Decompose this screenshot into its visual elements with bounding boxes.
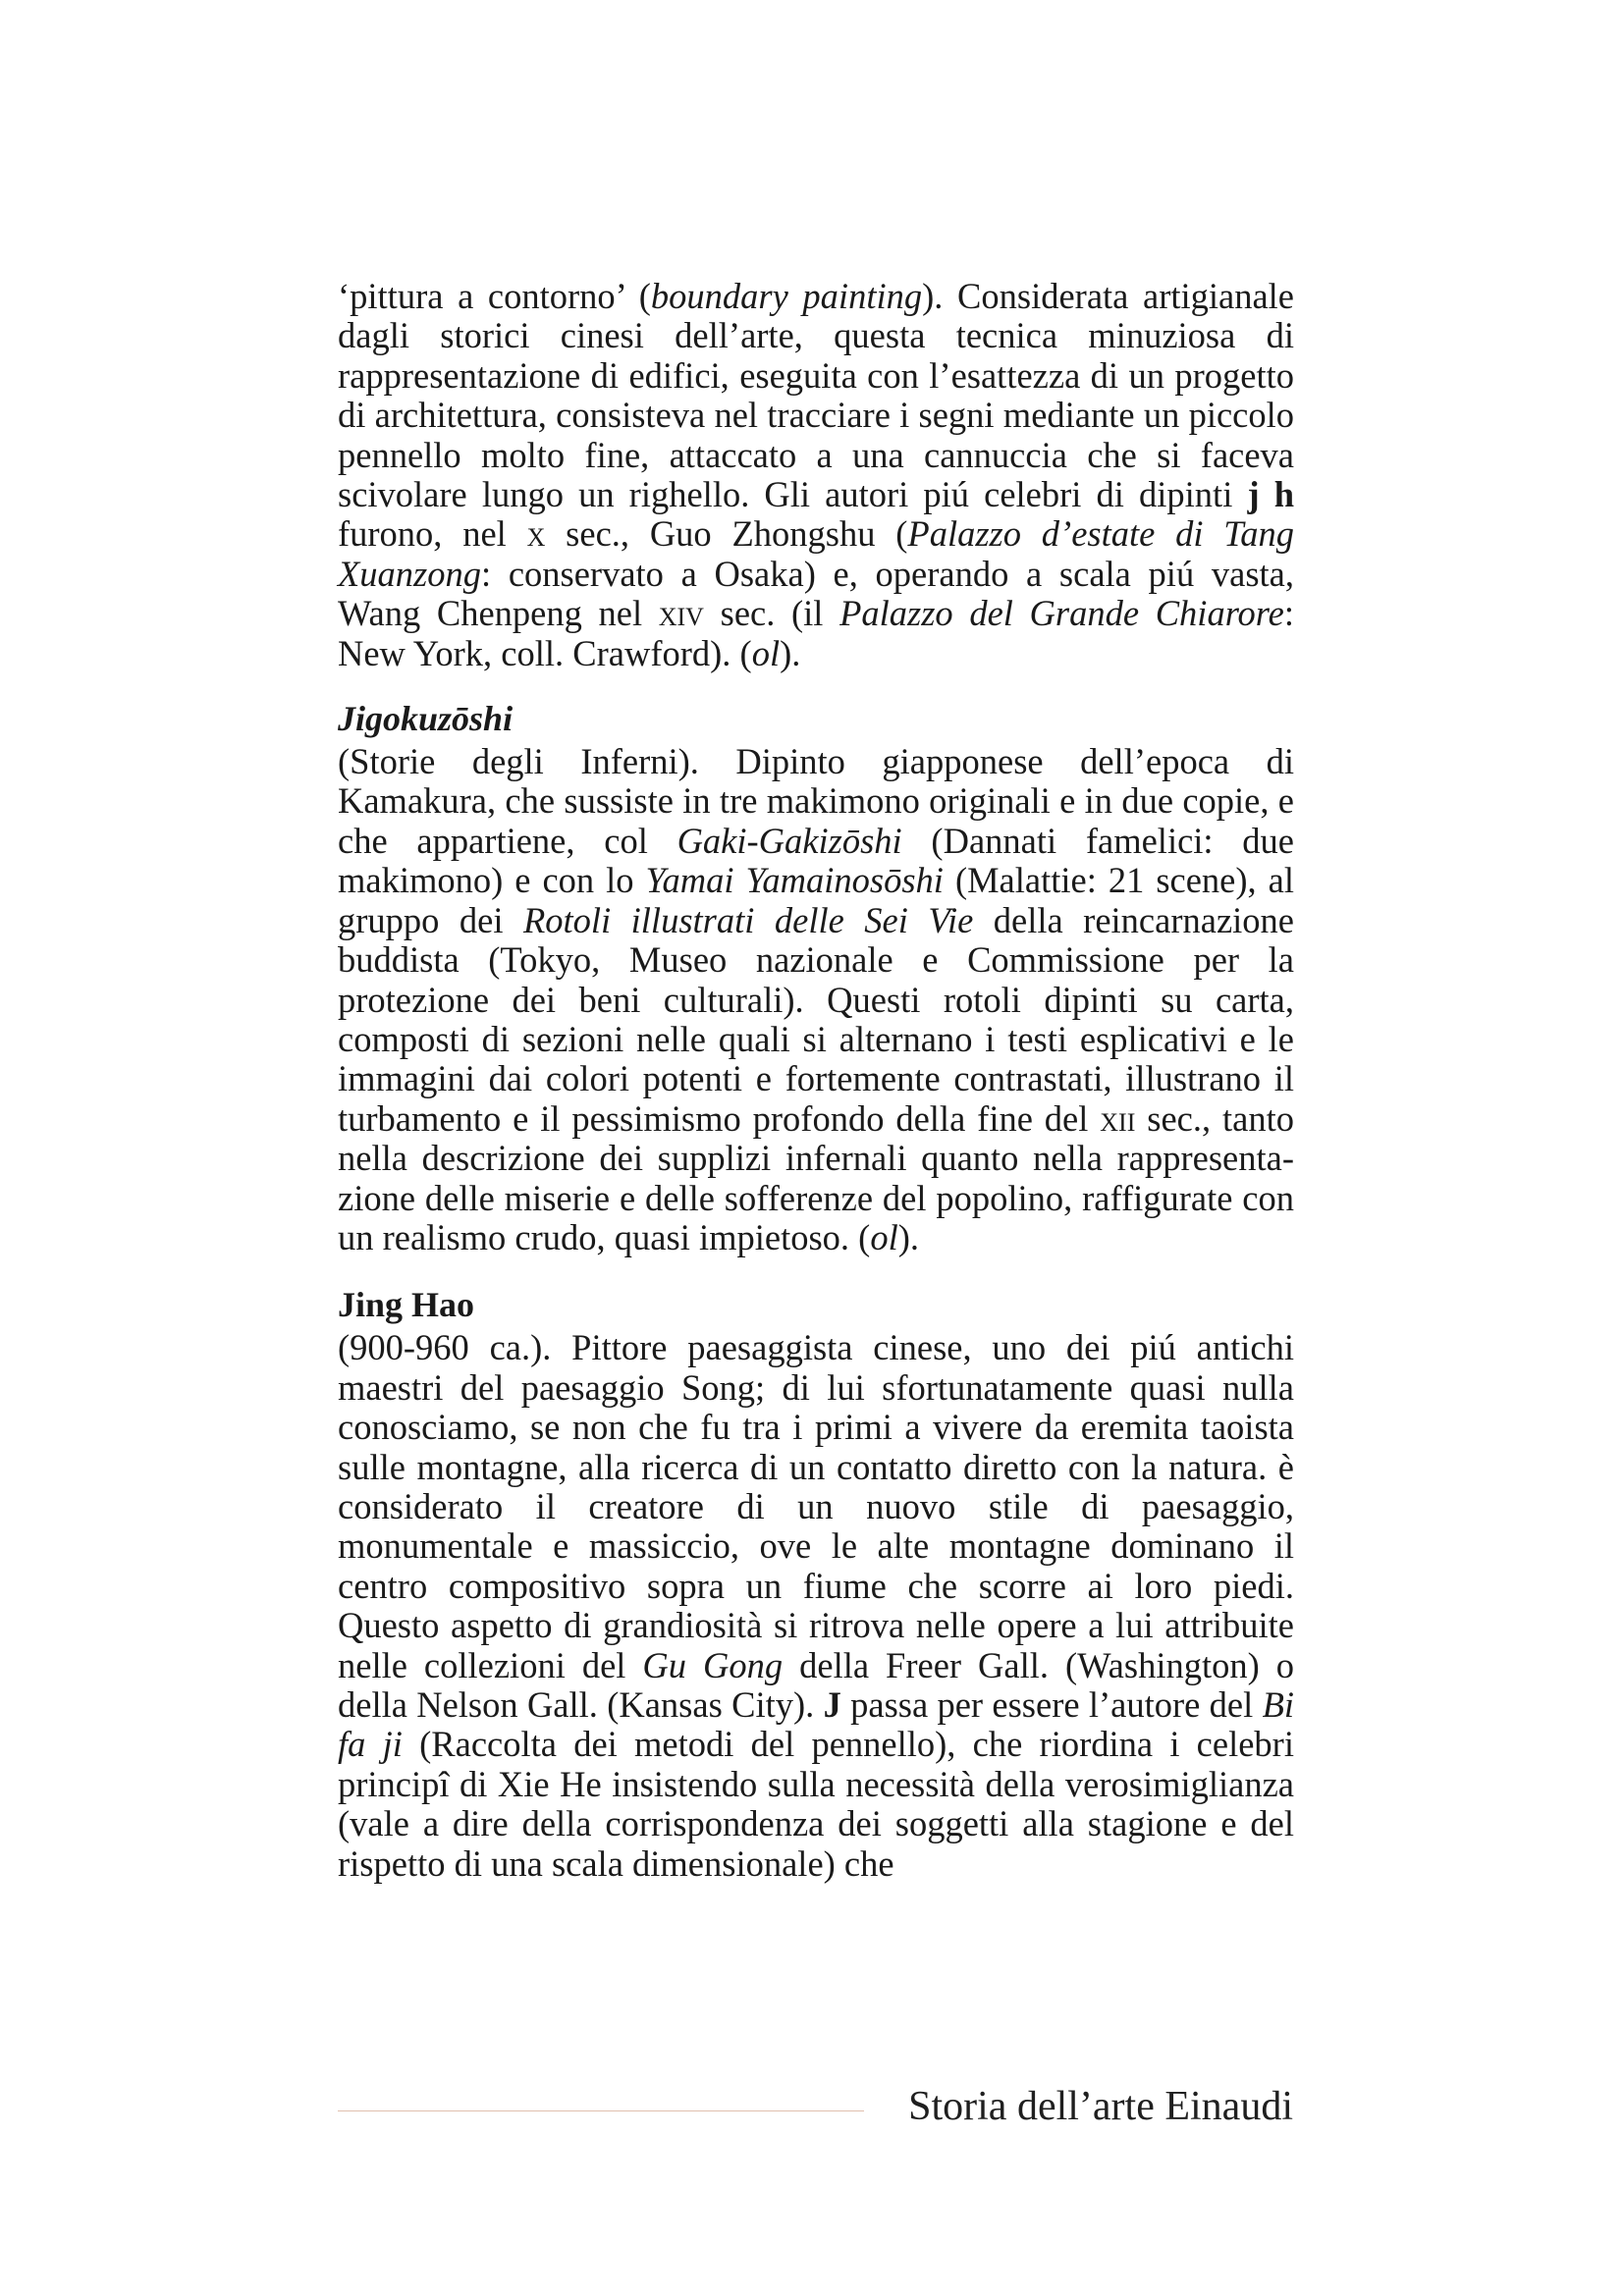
text-run: (900-960 ca.). Pittore paesaggista cinese, uno dei piú antichi maestri del paesaggio Song; di lui sfortunatamente quasi nulla conosciamo, se non che fu tra i primi a vivere da eremita taoista sulle montagne, alla ricerca di un contatto diretto con la natura. è considerato il creatore di un nuovo stile di paesaggio, monumentale e massiccio, ove le alte montagne dominano il centro compositivo sopra un fiume che scorre ai loro piedi. Questo aspetto di grandiosità si ritrova nelle opere a lui attribuite nelle collezioni del bbox=[338, 1327, 1294, 1685]
smallcaps-run: xiv bbox=[658, 593, 704, 634]
text-run: ). bbox=[780, 632, 801, 673]
text-run: ). Considerata artigianale dagli storici cinesi dell’arte, questa tecnica minuziosa di rappresentazione di edifici, eseguita con l’esattezza di un progetto di architettura, consisteva nel tracciare i segni mediante un piccolo pennello molto fine, attaccato a una cannuccia che si faceva scivolare lungo un righello. Gli autori piú celebri di dipinti bbox=[338, 276, 1295, 515]
text-run: sec. (il bbox=[703, 593, 840, 634]
italic-run: boundary painting bbox=[650, 276, 923, 316]
text-run: della Freer Gall. (Washington) o della Nelson Gall. (Kansas City). bbox=[338, 1644, 1294, 1725]
entry-body-jigokuzoshi bbox=[338, 742, 1294, 1257]
footer-brand: Storia dell’arte Einaudi bbox=[908, 2084, 1293, 2129]
text-run: : conservato a Osaka) e, operando a scala piú vasta, Wang Chenpeng nel bbox=[338, 553, 1294, 634]
text-run: sec., tanto nella descrizione dei supplizi infernali quanto nella rappresentazione delle miserie e delle sofferenze del popolino, raffigurate con un realismo crudo, quasi impietoso. ( bbox=[338, 1097, 1294, 1257]
smallcaps-run: xii bbox=[1100, 1097, 1136, 1139]
text-run: sec., Guo Zhongshu ( bbox=[545, 513, 908, 555]
italic-run: Palazzo d’estate di Tang Xuanzong bbox=[338, 513, 1294, 594]
text-run: : New York, coll. Crawford). ( bbox=[338, 593, 1294, 673]
page-body bbox=[338, 277, 1294, 1884]
bold-run: J bbox=[823, 1684, 841, 1725]
text-run: furono, nel bbox=[338, 513, 527, 555]
footer-rule bbox=[338, 2110, 864, 2111]
text-run: ‘pittura a contorno’ ( bbox=[338, 276, 651, 316]
text-run: ). bbox=[897, 1216, 920, 1257]
italic-run: Palazzo del Grande Chiarore bbox=[839, 593, 1284, 634]
entry-body-jing-hao bbox=[338, 1328, 1294, 1884]
italic-run: Yamai Yamainosōshi bbox=[645, 860, 944, 901]
italic-run: Gaki-Gakizōshi bbox=[676, 820, 902, 861]
italic-run: Gu Gong bbox=[642, 1644, 784, 1685]
italic-run: Rotoli illustrati delle Sei Vie bbox=[522, 899, 974, 940]
entry-title-jigokuzoshi: Jigokuzōshi bbox=[338, 699, 514, 739]
smallcaps-run: x bbox=[526, 513, 546, 555]
italic-run: Bi fa ji bbox=[338, 1684, 1294, 1765]
text-run: (Dannati famelici: due makimono) e con lo bbox=[338, 820, 1295, 901]
italic-run: ol bbox=[870, 1216, 898, 1257]
text-run: (Storie degli Inferni). Dipinto giapponese dell’epoca di Kamakura, che sussiste in tre makimono originali e in due copie, e che appartiene, col bbox=[338, 741, 1294, 861]
bold-run: j h bbox=[1247, 474, 1294, 515]
italic-run: ol bbox=[751, 632, 781, 673]
entry-title-jing-hao: Jing Hao bbox=[338, 1285, 475, 1325]
text-run: (Malattie: 21 scene), al gruppo dei bbox=[338, 860, 1294, 940]
text-run: (Raccolta dei metodi del pennello), che riordina i celebri principî di Xie He insistendo sulla necessità della verosimiglianza (vale a dire della corrispondenza dei soggetti alla stagione e del rispetto di una scala dimensionale) che bbox=[338, 1724, 1294, 1884]
continued-paragraph bbox=[338, 277, 1294, 673]
text-run: della reincarnazione buddista (Tokyo, Museo nazionale e Commissione per la protezione dei beni culturali). Questi rotoli dipinti su carta, composti di sezioni nelle quali si alternano i testi esplicativi e le immagini dai colori potenti e fortemente contrastati, illustrano il turbamento e il pessimismo profondo della fine del bbox=[338, 899, 1294, 1139]
text-run: passa per essere l’autore del bbox=[840, 1684, 1263, 1725]
